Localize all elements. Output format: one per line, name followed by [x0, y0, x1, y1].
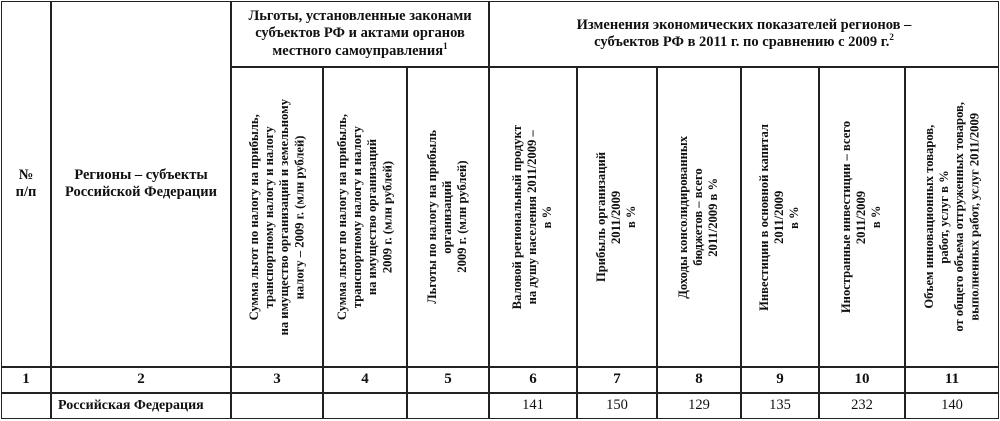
- subheader-col-9: [741, 67, 819, 367]
- col-number-5: [407, 367, 489, 393]
- benefits-table: [1, 1, 999, 419]
- table-row-cell-4: [323, 393, 407, 419]
- row-region-text: Российская Федерация: [58, 397, 204, 413]
- header-group-changes-text: Изменения экономических показателей регионов –субъектов РФ в 2011 г. по сравнению с 2009 г.: [576, 16, 912, 50]
- row-c7-text: 150: [606, 397, 628, 414]
- subheader-col-4: [323, 67, 407, 367]
- col-number-8: [657, 367, 741, 393]
- header-group-changes: [489, 1, 999, 67]
- row-c11-text: 140: [941, 397, 963, 414]
- table-row-cell-7: [577, 393, 657, 419]
- header-group-benefits-text: Льготы, установленные законами субъектов РФ и актами органов местного самоуправления: [248, 8, 472, 59]
- col-number-4: [323, 367, 407, 393]
- subheader-col-3: [231, 67, 323, 367]
- col-number-3: [231, 367, 323, 393]
- header-col-region-text: Регионы – субъекты Российской Федерации: [64, 166, 217, 200]
- header-group-changes-footnote: 2: [889, 32, 894, 43]
- col-number-7: [577, 367, 657, 393]
- subheader-col-5: [407, 67, 489, 367]
- col-number-10-text: 10: [854, 371, 870, 388]
- header-col-no: [1, 1, 51, 367]
- col-number-1: [1, 367, 51, 393]
- header-group-benefits: [231, 1, 489, 67]
- col-number-2: [51, 367, 231, 393]
- col-number-3-text: 3: [273, 371, 281, 388]
- subheader-col-11: [905, 67, 999, 367]
- row-c6-text: 141: [522, 397, 544, 414]
- col-number-8-text: 8: [695, 371, 703, 388]
- col-number-7-text: 7: [613, 371, 621, 388]
- table-row-cell-8: [657, 393, 741, 419]
- header-group-benefits-footnote: 1: [443, 40, 448, 51]
- header-group-benefits-label: [238, 8, 482, 59]
- table-row-cell-5: [407, 393, 489, 419]
- table-row-cell-3: [231, 393, 323, 419]
- col-number-11-text: 11: [944, 371, 960, 388]
- subheader-col-4-text: Сумма льгот по налогу на прибыль, транспортному налогу и налогу на имущество организаций 2009 г. (млн рублей): [334, 113, 395, 321]
- col-number-5-text: 5: [444, 371, 452, 388]
- subheader-col-9-text: Инвестиции в основной капитал 2011/2009 в %: [757, 123, 802, 311]
- row-c8-text: 129: [688, 397, 710, 414]
- header-group-changes-label: [574, 17, 914, 51]
- col-number-4-text: 4: [361, 371, 369, 388]
- table-row-cell-10: [819, 393, 905, 419]
- col-number-11: [905, 367, 999, 393]
- subheader-col-10-text: Иностранные инвестиции – всего 2011/2009 в %: [839, 120, 884, 314]
- subheader-col-6-text: Валовой региональный продукт на душу населения 2011/2009 – в %: [510, 124, 555, 310]
- subheader-col-3-text: Сумма льгот по налогу на прибыль, транспортному налогу и налогу на имущество организаций и земельному налогу – 2009 г. (млн рублей): [246, 98, 307, 336]
- subheader-col-8: [657, 67, 741, 367]
- col-number-2-text: 2: [137, 371, 145, 388]
- table-row-cell-region: [51, 393, 231, 419]
- table-row-cell-6: [489, 393, 577, 419]
- table-row-cell-11: [905, 393, 999, 419]
- header-col-no-text: № п/п: [15, 166, 37, 200]
- subheader-col-10: [819, 67, 905, 367]
- subheader-col-7: [577, 67, 657, 367]
- subheader-col-8-text: Доходы консолидированных бюджетов – всего 2011/2009 в %: [676, 135, 721, 299]
- table-row-cell-9: [741, 393, 819, 419]
- header-col-region: [51, 1, 231, 367]
- col-number-1-text: 1: [22, 371, 30, 388]
- subheader-col-7-text: Прибыль организаций 2011/2009 в %: [594, 151, 639, 282]
- col-number-10: [819, 367, 905, 393]
- subheader-col-11-text: Объем инновационных товаров, работ, услуг в % от общего объема отгруженных товаров, выполненных работ, услуг 2011/2009: [921, 102, 982, 332]
- col-number-6-text: 6: [529, 371, 537, 388]
- col-number-9: [741, 367, 819, 393]
- table-row-cell-no: [1, 393, 51, 419]
- subheader-col-5-text: Льготы по налогу на прибыль организаций 2009 г. (млн рублей): [425, 130, 470, 304]
- row-c10-text: 232: [851, 397, 873, 414]
- col-number-9-text: 9: [776, 371, 784, 388]
- col-number-6: [489, 367, 577, 393]
- row-c9-text: 135: [769, 397, 791, 414]
- subheader-col-6: [489, 67, 577, 367]
